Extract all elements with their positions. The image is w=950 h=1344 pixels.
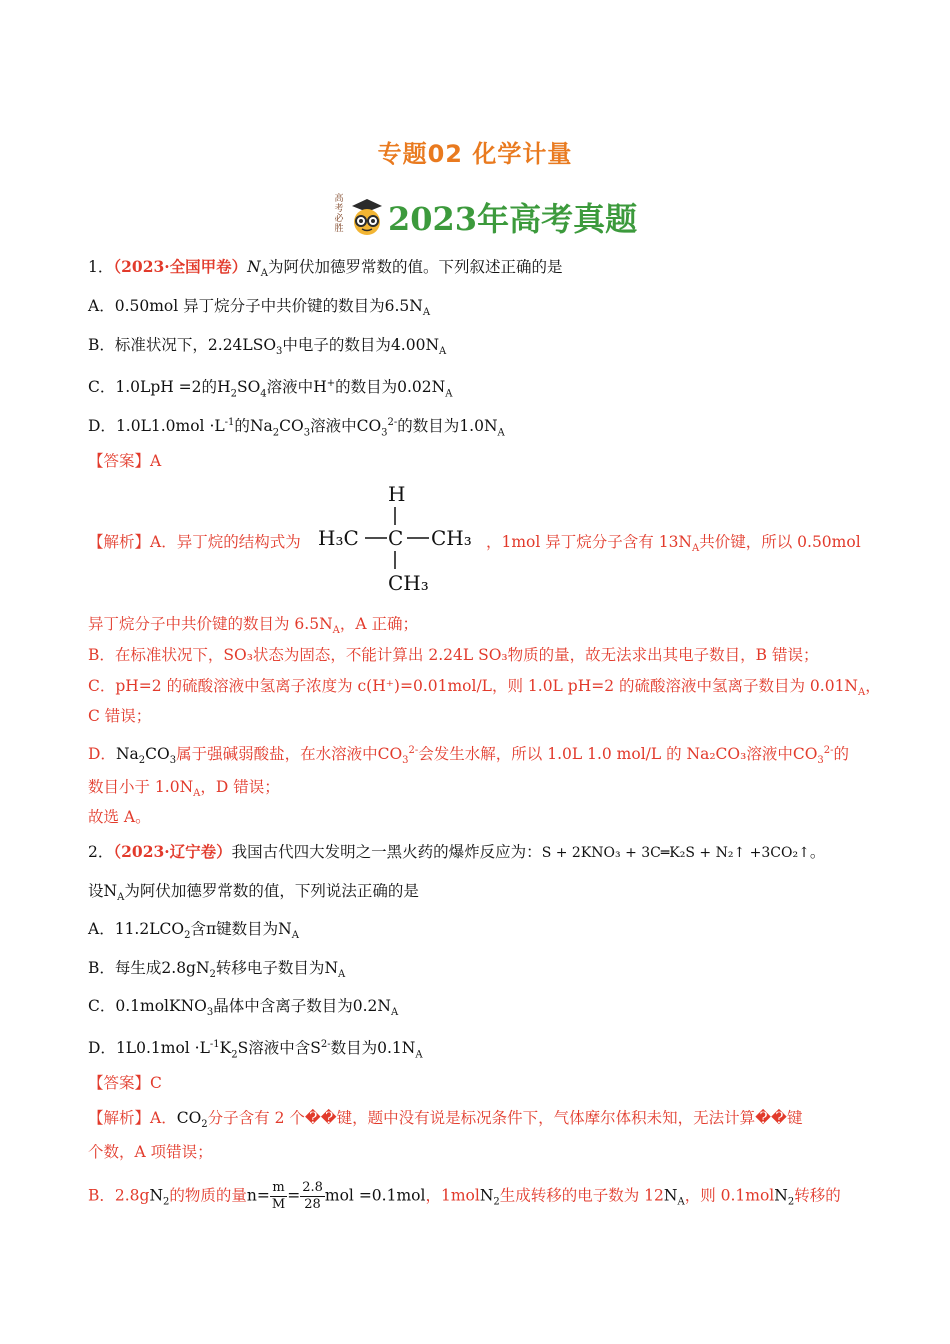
q1-analysis-d2: 数目小于 $1.0N_A$，D 错误； [88, 778, 280, 800]
q2-option-d: D．$1L0.1mol \cdot L^{-1}K_2S$溶液中含$S^{2-}$数目为$0.1N_A$ [88, 1039, 423, 1061]
graduate-mascot-icon [348, 196, 386, 240]
page-title: 专题02 化学计量 [377, 140, 573, 168]
structure-bottom: CH₃ [388, 571, 429, 595]
q1-conclusion: 故选 A。 [88, 808, 151, 826]
q2-analysis-b1: B．$2.8gN_2$的物质的量n= $\frac{m}{M}$ = $\frac{2.8}{28}$ mol =0.1mol，1molN$_2$生成转移的电子数为 $12N_A$，则 0.1molN$_2$转移的 [88, 1180, 841, 1212]
q1-analysis-c2: C 错误； [88, 707, 152, 725]
q2-analysis-a1: 【解析】A．$CO_2$分子含有 2 个��键，题中没有说是标况条件下，气体摩尔体积未知，无法计算��键 [88, 1109, 803, 1131]
banner-title: 2023年高考真题 [388, 200, 638, 238]
structure-center: C [388, 526, 404, 550]
fraction-m-over-M: $\frac{m}{M}$ [271, 1180, 286, 1212]
q1-analysis-a-line2: 异丁烷分子中共价键的数目为 $6.5N_A$，A 正确； [88, 615, 419, 637]
q1-analysis-c1: C．pH=2 的硫酸溶液中氢离子浓度为 c(H⁺)=0.01mol/L，则 1.0L pH=2 的硫酸溶液中氢离子数目为 $0.01N_A$， [88, 677, 881, 699]
q2-option-a: A．$11.2LCO_2$含π键数目为$N_A$ [88, 920, 299, 942]
structure-right: CH₃ [431, 526, 472, 550]
q2-option-c: C．0.1molKNO$_3$晶体中含离子数目为$0.2N_A$ [88, 997, 399, 1019]
q2-stem-line2: 设$N_A$为阿伏加德罗常数的值，下列说法正确的是 [88, 882, 419, 904]
structure-h-top: H [388, 483, 406, 506]
q1-analysis-d1: D．$Na_2CO_3$属于强碱弱酸盐，在水溶液中$CO_3^{2-}$会发生水解，所以 1.0L 1.0 mol/L 的 Na₂CO₃溶液中$CO_3^{2-}$的 [88, 745, 850, 767]
structure-left: H₃C [318, 526, 359, 550]
q2-option-b: B．每生成$2.8gN_2$转移电子数目为$N_A$ [88, 959, 346, 981]
fraction-2-8-over-28: $\frac{2.8}{28}$ [302, 1180, 323, 1212]
q1-option-b: B．标准状况下，$2.24LSO_3$中电子的数目为$4.00N_A$ [88, 336, 447, 358]
q1-stem: 1．（2023·全国甲卷）$N_A$为阿伏加德罗常数的值。下列叙述正确的是 [88, 257, 563, 280]
q1-analysis-a: 【解析】A．异丁烷的结构式为 [88, 533, 301, 551]
q2-analysis-a2: 个数，A 项错误； [88, 1143, 213, 1161]
banner-side-text: 高考必胜 [334, 194, 344, 234]
q2-answer: 【答案】C [88, 1074, 162, 1092]
q1-answer: 【答案】A [88, 452, 162, 470]
q1-analysis-b: B．在标准状况下，SO₃状态为固态，不能计算出 2.24L SO₃物质的量，故无法求出其电子数目，B 错误； [88, 646, 819, 664]
q1-option-a: A．0.50mol 异丁烷分子中共价键的数目为$6.5N_A$ [88, 297, 431, 319]
q2-stem-line1: 2．（2023·辽宁卷）我国古代四大发明之一黑火药的爆炸反应为：S + 2KNO₃ + 3C═K₂S + N₂↑ +3CO₂↑。 [88, 842, 826, 861]
q1-analysis-a-tail: ，1mol 异丁烷分子含有 $13N_A$共价键，所以 0.50mol [486, 533, 861, 555]
section-banner [330, 192, 638, 240]
q1-option-c: C．1.0LpH =2的$H_2SO_4$溶液中H+的数目为$0.02N_A$ [88, 378, 453, 400]
isobutane-structure [318, 483, 488, 595]
q1-option-d: D．$1.0L1.0mol \cdot L^{-1}$的$Na_2CO_3$溶液中$CO_3^{2-}$的数目为$1.0N_A$ [88, 417, 505, 439]
